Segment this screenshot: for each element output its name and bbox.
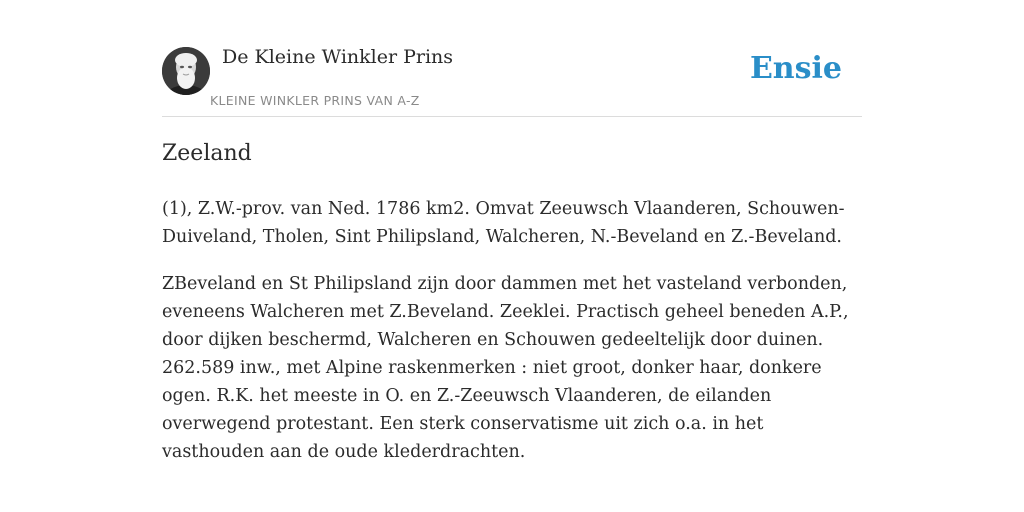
brand-logo[interactable]: Ensie: [749, 51, 842, 86]
bearded-man-portrait-icon: [162, 47, 210, 95]
article-paragraph: ZBeveland en St Philipsland zijn door dammen met het vasteland verbonden, eveneens Walcheren met Z.Beveland. Zeeklei. Practisch geheel beneden A.P., door dijken beschermd, Walcheren en Schouwen gedeeltelijk door duinen. 262.589 inw., met Alpine raskenmerken : niet groot, donker haar, donkere ogen. R.K. het meeste in O. en Z.-Zeeuwsch Vlaanderen, de eilanden overwegend protestant. Een sterk conservatisme uit zich o.a. in het vasthouden aan de oude klederdrachten.: [162, 274, 849, 462]
article-paragraph: (1), Z.W.-prov. van Ned. 1786 km2. Omvat Zeeuwsch Vlaanderen, Schouwen-Duiveland, Tholen, Sint Philipsland, Walcheren, N.-Beveland en Z.-Beveland.: [162, 199, 845, 247]
source-subtitle[interactable]: KLEINE WINKLER PRINS VAN A-Z: [210, 93, 420, 108]
source-title[interactable]: De Kleine Winkler Prins: [222, 46, 454, 68]
article: [162, 139, 862, 466]
avatar[interactable]: [162, 47, 210, 95]
page-header: [162, 44, 862, 117]
article-title: Zeeland: [162, 141, 252, 166]
